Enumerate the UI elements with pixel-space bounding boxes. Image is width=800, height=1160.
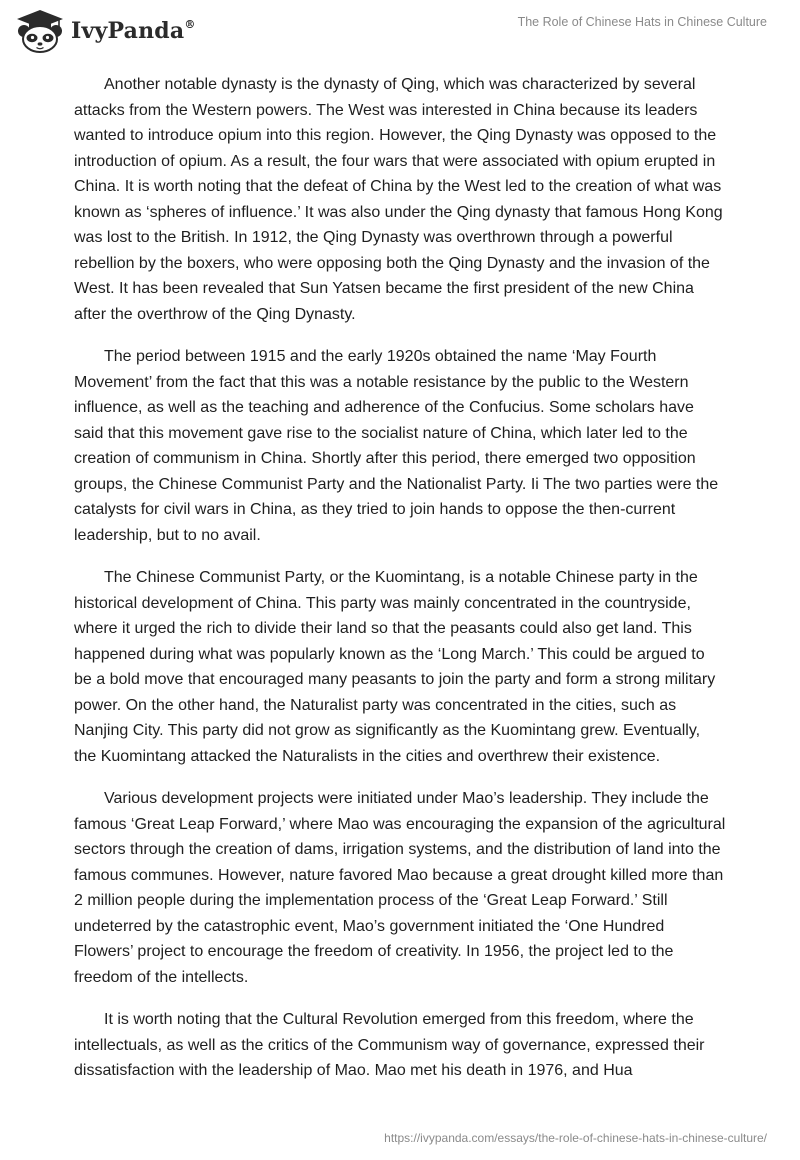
brand-name: IvyPanda®: [71, 17, 196, 44]
essay-body: [74, 72, 726, 1101]
paragraph: Another notable dynasty is the dynasty of Qing, which was characterized by several attacks from the Western powers. The West was interested in China because its leaders wanted to introduce opium into this region. However, the Qing Dynasty was opposed to the introduction of opium. As a result, the four wars that were associated with opium erupted in China. It is worth noting that the defeat of China by the West led to the creation of what was known as ‘spheres of influence.’ It was also under the Qing dynasty that famous Hong Kong was lost to the British. In 1912, the Qing Dynasty was overthrown through a powerful rebellion by the boxers, who were opposing both the Qing Dynasty and the invasion of the West. It has been revealed that Sun Yatsen became the first president of the new China after the overthrow of the Qing Dynasty.: [74, 76, 723, 323]
page-header: [0, 0, 800, 70]
ivypanda-logo[interactable]: [15, 8, 196, 54]
paragraph: It is worth noting that the Cultural Revolution emerged from this freedom, where the intellectuals, as well as the critics of the Communism way of governance, expressed their dissatisfaction with the leadership of Mao. Mao met his death in 1976, and Hua: [74, 1011, 705, 1079]
document-title: The Role of Chinese Hats in Chinese Culture: [517, 15, 767, 29]
paragraph: The Chinese Communist Party, or the Kuomintang, is a notable Chinese party in the historical development of China. This party was mainly concentrated in the countryside, where it urged the rich to divide their land so that the peasants could also get land. This happened during what was popularly known as the ‘Long March.’ This could be argued to be a bold move that encouraged many peasants to join the party and form a strong military power. On the other hand, the Naturalist party was concentrated in the cities, such as Nanjing City. This party did not grow as significantly as the Kuomintang grew. Eventually, the Kuomintang attacked the Naturalists in the cities and overthrew their existence.: [74, 569, 716, 765]
source-url[interactable]: https://ivypanda.com/essays/the-role-of-chinese-hats-in-chinese-culture/: [384, 1131, 767, 1145]
paragraph: Various development projects were initiated under Mao’s leadership. They include the famous ‘Great Leap Forward,’ where Mao was encouraging the expansion of the agricultural sectors through the creation of dams, irrigation systems, and the distribution of land into the famous communes. However, nature favored Mao because a great drought killed more than 2 million people during the implementation process of the ‘Great Leap Forward.’ Still undeterred by the catastrophic event, Mao’s government initiated the ‘One Hundred Flowers’ project to encourage the freedom of creativity. In 1956, the project led to the freedom of the intellects.: [74, 790, 726, 986]
paragraph: The period between 1915 and the early 1920s obtained the name ‘May Fourth Movement’ from the fact that this was a notable resistance by the public to the Western influence, as well as the teaching and adherence of the Confucius. Some scholars have said that this movement gave rise to the socialist nature of China, which later led to the creation of communism in China. Shortly after this period, there emerged two opposition groups, the Chinese Communist Party and the Nationalist Party. Ii The two parties were the catalysts for civil wars in China, as they tried to join hands to oppose the then-current leadership, but to no avail.: [74, 348, 719, 544]
panda-graduate-icon: [15, 8, 65, 54]
